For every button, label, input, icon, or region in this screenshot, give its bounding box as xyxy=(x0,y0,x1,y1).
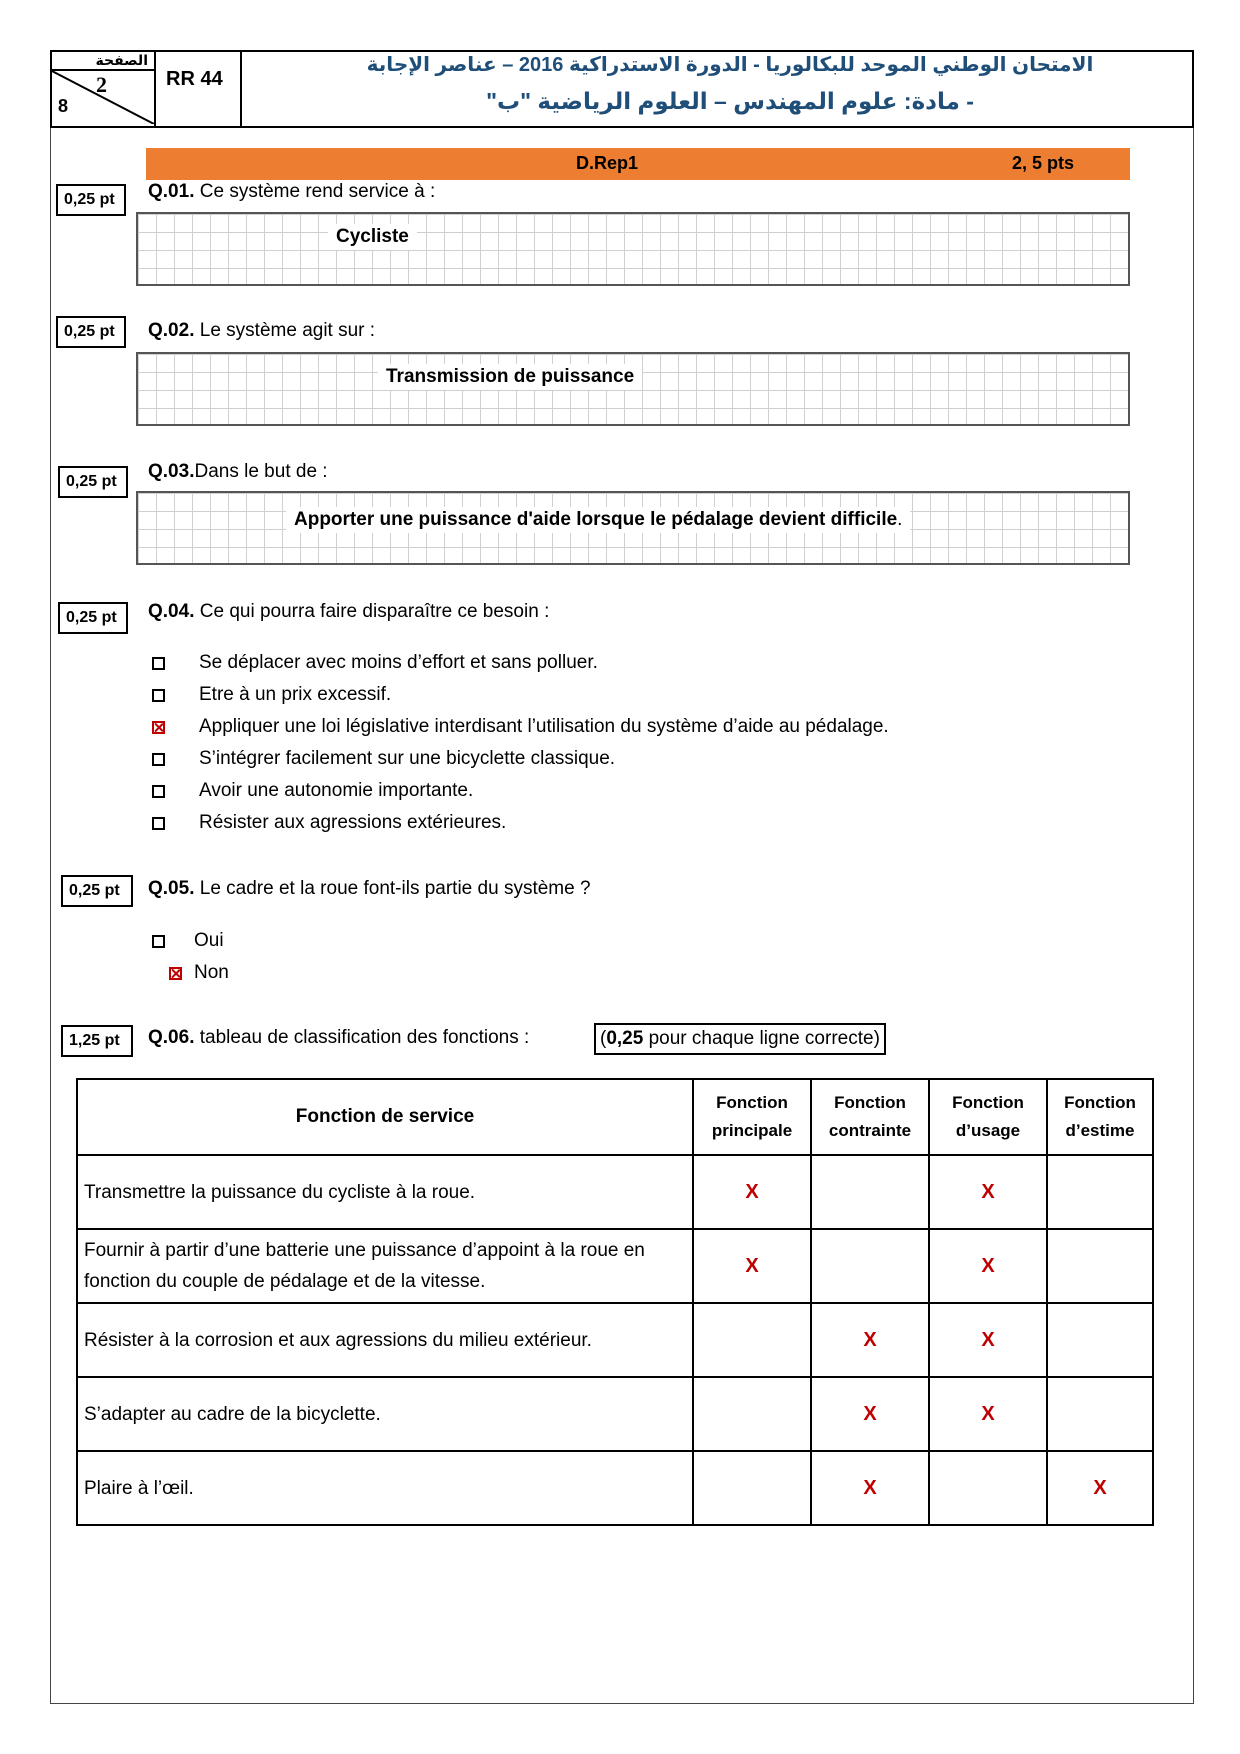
table-row xyxy=(77,1155,1153,1229)
q4-option-4-checkbox[interactable] xyxy=(152,753,165,766)
table-row xyxy=(77,1303,1153,1377)
exam-subject: - مادة: علوم المهندس – العلوم الرياضية "ب" xyxy=(486,88,974,114)
section-title: D.Rep1 xyxy=(576,153,639,173)
header-fonction-contrainte: Fonction contrainte xyxy=(811,1079,929,1155)
q3-answer-box[interactable] xyxy=(136,491,1130,565)
q4-text: Ce qui pourra faire disparaître ce besoin : xyxy=(194,601,550,622)
mark-estime[interactable] xyxy=(1047,1303,1153,1377)
table-row xyxy=(77,1377,1153,1451)
q6-note-value: 0,25 xyxy=(606,1028,644,1049)
q4-option-2-label: Etre à un prix excessif. xyxy=(199,684,392,705)
table-row xyxy=(77,1229,1153,1303)
mark-estime[interactable] xyxy=(1047,1229,1153,1303)
q3-answer-end: . xyxy=(897,509,903,530)
row-label: Transmettre la puissance du cycliste à la roue. xyxy=(77,1155,693,1229)
q3-answer xyxy=(286,507,910,533)
row-label: Résister à la corrosion et aux agressions du milieu extérieur. xyxy=(77,1303,693,1377)
q4-number: Q.04. xyxy=(148,601,195,622)
q2-question xyxy=(148,320,375,342)
q4-option-6-label: Résister aux agressions extérieures. xyxy=(199,812,507,833)
mark-principale[interactable] xyxy=(693,1303,811,1377)
mark-principale[interactable]: X xyxy=(693,1229,811,1303)
q4-option-5-checkbox[interactable] xyxy=(152,785,165,798)
header-fonction-estime: Fonction d’estime xyxy=(1047,1079,1153,1155)
section-points: 2, 5 pts xyxy=(1012,153,1075,173)
mark-estime[interactable] xyxy=(1047,1155,1153,1229)
q5-number: Q.05. xyxy=(148,878,195,899)
q3-question xyxy=(148,461,328,483)
q5-points: 0,25 pt xyxy=(61,875,133,907)
header-fonction-principale: Fonction principale xyxy=(693,1079,811,1155)
q4-option-1-checkbox[interactable] xyxy=(152,657,165,670)
q6-scoring-note: (0,25 pour chaque ligne correcte) xyxy=(594,1023,886,1055)
q6-note-text: pour chaque ligne correcte xyxy=(643,1028,874,1049)
q3-answer-text: Apporter une puissance d'aide lorsque le pédalage devient difficile xyxy=(294,509,898,530)
mark-usage[interactable]: X xyxy=(929,1155,1047,1229)
q5-text: Le cadre et la roue font-ils partie du système ? xyxy=(194,878,591,899)
mark-estime[interactable]: X xyxy=(1047,1451,1153,1525)
page-label: الصفحة xyxy=(95,52,148,68)
mark-usage[interactable]: X xyxy=(929,1377,1047,1451)
q4-option-1-label: Se déplacer avec moins d’effort et sans polluer. xyxy=(199,652,598,673)
q1-question xyxy=(148,181,435,203)
q6-number: Q.06. xyxy=(148,1027,195,1048)
page-total: 8 xyxy=(58,96,69,116)
exam-title: الامتحان الوطني الموحد للبكالوريا - الدورة الاستدراكية 2016 – عناصر الإجابة xyxy=(366,54,1094,76)
q3-points: 0,25 pt xyxy=(58,466,128,498)
row-label: Fournir à partir d’une batterie une puissance d’appoint à la roue en fonction du couple de pédalage et de la vitesse. xyxy=(77,1229,693,1303)
q2-points: 0,25 pt xyxy=(56,316,126,348)
exam-code: RR 44 xyxy=(160,50,242,128)
q5-option-oui-checkbox[interactable] xyxy=(152,935,165,948)
q3-text: Dans le but de : xyxy=(194,461,328,482)
q5-option-non-label: Non xyxy=(194,962,229,983)
q2-text: Le système agit sur : xyxy=(194,320,376,341)
q1-number: Q.01. xyxy=(148,181,195,202)
q1-answer-box[interactable] xyxy=(136,212,1130,286)
table-header-row xyxy=(77,1079,1153,1155)
q2-answer: Transmission de puissance xyxy=(378,364,642,390)
q3-number: Q.03. xyxy=(148,461,195,482)
mark-contrainte[interactable]: X xyxy=(811,1303,929,1377)
header-fonction-usage: Fonction d’usage xyxy=(929,1079,1047,1155)
q5-option-non-checkbox-checked[interactable] xyxy=(169,967,182,980)
row-label: Plaire à l’œil. xyxy=(77,1451,693,1525)
mark-usage[interactable] xyxy=(929,1451,1047,1525)
mark-principale[interactable] xyxy=(693,1451,811,1525)
q1-text: Ce système rend service à : xyxy=(194,181,436,202)
q5-question xyxy=(148,878,591,900)
section-bar xyxy=(146,148,1130,180)
mark-usage[interactable]: X xyxy=(929,1303,1047,1377)
mark-estime[interactable] xyxy=(1047,1377,1153,1451)
page-number: 2 xyxy=(96,72,107,97)
q4-option-5-label: Avoir une autonomie importante. xyxy=(199,780,474,801)
header-fonction-de-service: Fonction de service xyxy=(77,1079,693,1155)
mark-contrainte[interactable]: X xyxy=(811,1451,929,1525)
q2-number: Q.02. xyxy=(148,320,195,341)
q4-option-3-label: Appliquer une loi législative interdisant l’utilisation du système d’aide au pédalage. xyxy=(199,716,889,737)
mark-contrainte[interactable] xyxy=(811,1229,929,1303)
function-classification-table xyxy=(76,1078,1154,1526)
q4-question xyxy=(148,601,549,623)
q4-option-6-checkbox[interactable] xyxy=(152,817,165,830)
page-indicator xyxy=(50,50,156,128)
q6-points: 1,25 pt xyxy=(61,1025,133,1057)
mark-principale[interactable] xyxy=(693,1377,811,1451)
table-row xyxy=(77,1451,1153,1525)
q1-answer: Cycliste xyxy=(328,224,417,250)
row-label: S’adapter au cadre de la bicyclette. xyxy=(77,1377,693,1451)
mark-usage[interactable]: X xyxy=(929,1229,1047,1303)
q4-option-2-checkbox[interactable] xyxy=(152,689,165,702)
q4-points: 0,25 pt xyxy=(58,602,128,634)
q6-text: tableau de classification des fonctions : xyxy=(194,1027,530,1048)
mark-principale[interactable]: X xyxy=(693,1155,811,1229)
q4-option-4-label: S’intégrer facilement sur une bicyclette classique. xyxy=(199,748,616,769)
q5-option-oui-label: Oui xyxy=(194,930,224,951)
q4-option-3-checkbox-checked[interactable] xyxy=(152,721,165,734)
q6-question xyxy=(148,1027,529,1049)
q1-points: 0,25 pt xyxy=(56,184,126,216)
mark-contrainte[interactable]: X xyxy=(811,1377,929,1451)
mark-contrainte[interactable] xyxy=(811,1155,929,1229)
q2-answer-box[interactable] xyxy=(136,352,1130,426)
